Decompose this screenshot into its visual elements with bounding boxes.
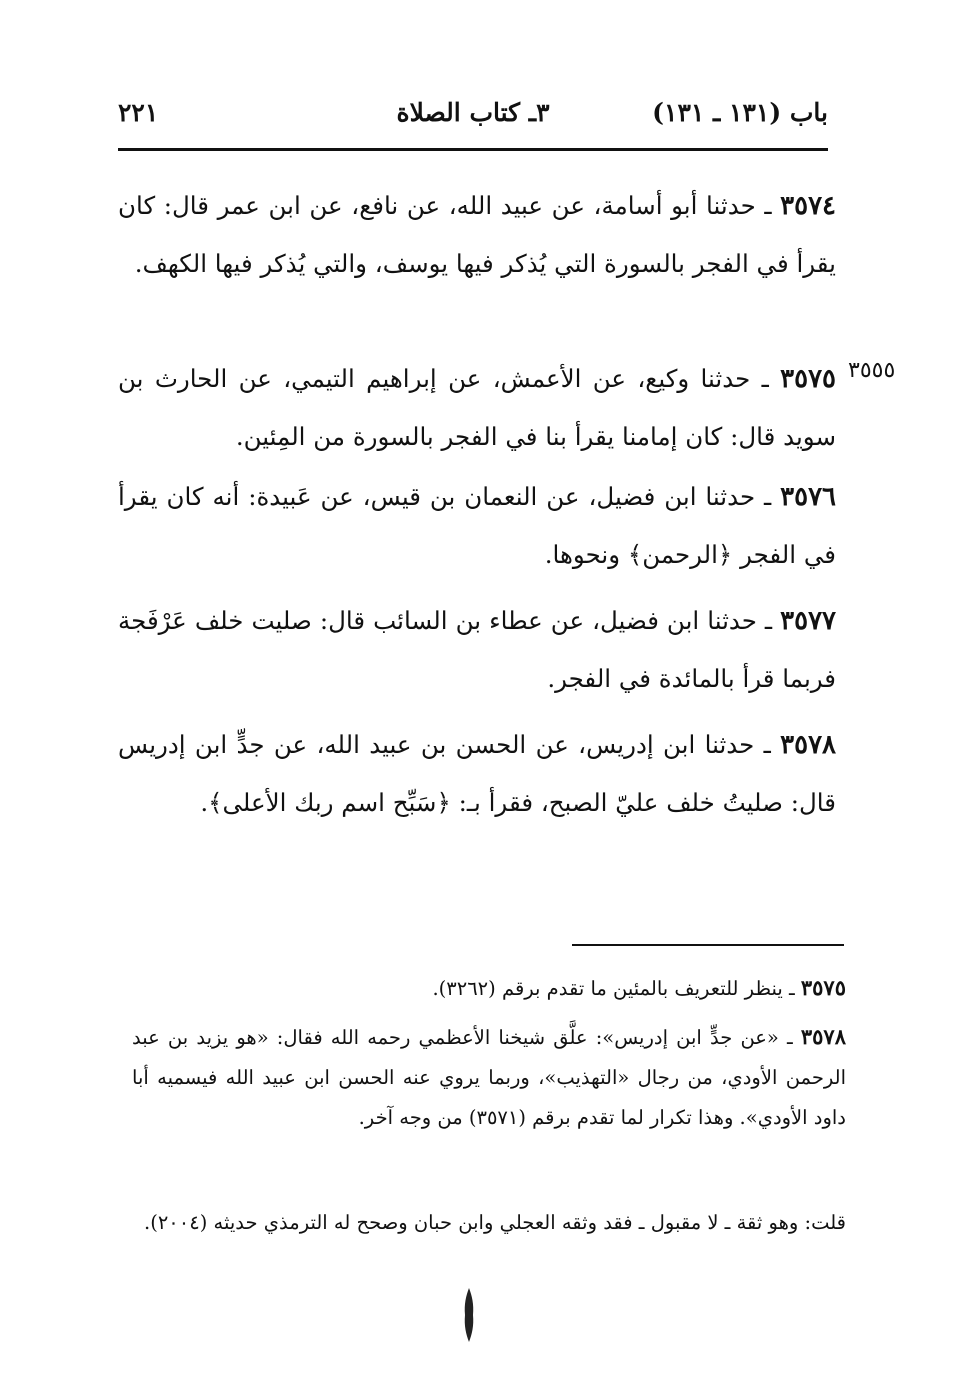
- hadith-number: ٣٥٧٤: [780, 191, 836, 221]
- chapter-heading: باب (١٣١ ـ ١٣١): [652, 98, 828, 127]
- hadith-text: ـ حدثنا أبو أسامة، عن عبيد الله، عن نافع، عن ابن عمر قال: كان يقرأ في الفجر بالسورة التي يُذكر فيها يوسف، والتي يُذكر فيها الكهف.: [118, 191, 836, 278]
- hadith-text: ـ حدثنا ابن إدريس، عن الحسن بن عبيد الله، عن جدٍّ ابن إدريس قال: صليتُ خلف عليّ الصبح، فقرأ بـ: ﴿سَبِّح اسم ربك الأعلى﴾.: [118, 730, 836, 817]
- header-divider: [118, 148, 828, 151]
- hadith-number: ٣٥٧٦: [780, 482, 836, 512]
- footnote-number: ٣٥٧٥: [800, 975, 846, 1000]
- hadith-text: ـ حدثنا ابن فضيل، عن عطاء بن السائب قال: صليت خلف عَرْفَجة فربما قرأ بالمائدة في الفجر.: [118, 606, 836, 693]
- running-header: [118, 98, 828, 140]
- hadith-number: ٣٥٧٨: [780, 730, 836, 760]
- hadith-text: ـ حدثنا وكيع، عن الأعمش، عن إبراهيم التيمي، عن الحارث بن سويد قال: كان إمامنا يقرأ بنا في الفجر بالسورة من المِئين.: [118, 364, 836, 451]
- footnote: [132, 1202, 846, 1243]
- page-number: ٢٢١: [118, 98, 159, 127]
- hadith-entry: [118, 350, 836, 465]
- hadith-entry: [118, 592, 836, 707]
- footnote-number: ٣٥٧٨: [800, 1024, 846, 1049]
- hadith-entry: [118, 177, 836, 292]
- footnote-text: ـ «عن جدٍّ ابن إدريس»: علَّق شيخنا الأعظمي رحمه الله فقال: «هو يزيد بن عبد الرحمن الأودي، من رجال «التهذيب»، وربما يروي عنه الحسن ابن عبيد الله فيسميه أبا داود الأودي». وهذا تكرار لما تقدم برقم (٣٥٧١) من وجه آخر.: [132, 1026, 846, 1129]
- book-title: ٣ـ كتاب الصلاة: [396, 98, 550, 127]
- hadith-number: ٣٥٧٥: [780, 364, 836, 394]
- hadith-number: ٣٥٧٧: [780, 606, 836, 636]
- footnote: [132, 968, 846, 1009]
- hadith-entry: [118, 468, 836, 583]
- footnote-text: قلت: وهو ثقة ـ لا مقبول ـ فقد وثقه العجلي وابن حبان وصحح له الترمذي حديثه (٢٠٠٤).: [144, 1211, 846, 1234]
- footnote-divider: [572, 944, 844, 946]
- footnote-text: ـ ينظر للتعريف بالمئين ما تقدم برقم (٣٢٦٢).: [432, 977, 801, 1000]
- ink-smudge-mark: [462, 1288, 476, 1342]
- cross-reference-number: ٣٥٥٥: [848, 358, 896, 383]
- footnote: [132, 1017, 846, 1138]
- hadith-text: ـ حدثنا ابن فضيل، عن النعمان بن قيس، عن عَبيدة: أنه كان يقرأ في الفجر ﴿الرحمن﴾ ونحوها.: [118, 482, 836, 569]
- hadith-entry: [118, 716, 836, 831]
